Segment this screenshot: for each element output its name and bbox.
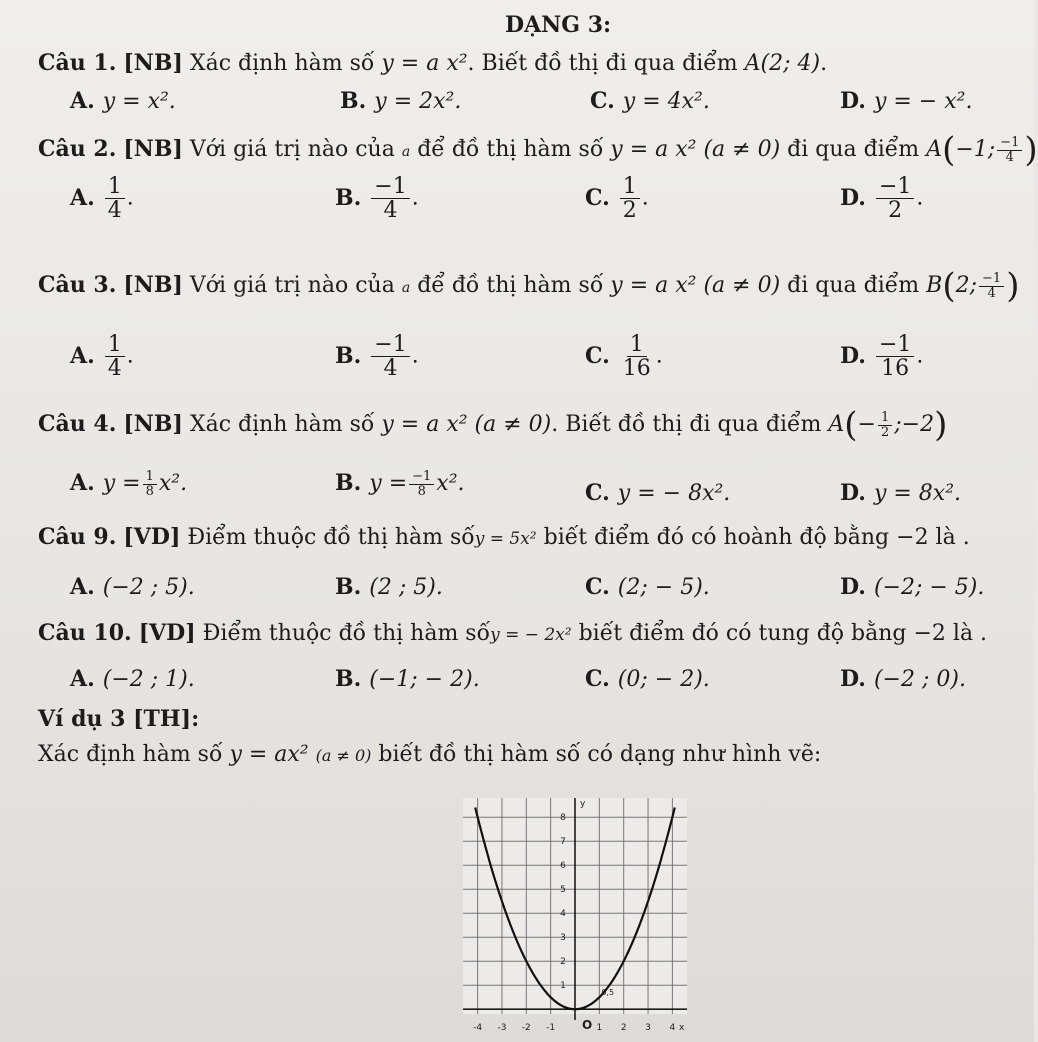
option-b[interactable] (335, 574, 443, 600)
option-letter: B. (335, 666, 362, 692)
param-a: a (401, 280, 411, 296)
option-letter: D. (840, 666, 866, 692)
question-tag: [VD] (138, 620, 196, 646)
function-formula: y = a x² (a ≠ 0) (610, 273, 781, 298)
option-fraction: $\frac{-1}{4}$ (371, 175, 409, 222)
option-letter: A. (70, 574, 95, 600)
option-letter: C. (585, 342, 610, 369)
y-tick-label: 7 (560, 837, 566, 848)
option-fraction: $\frac{1}{4}$ (105, 175, 125, 222)
option-d[interactable] (840, 480, 961, 506)
page-title: DẠNG 3: (505, 12, 612, 38)
question-text: biết đồ thị hàm số có dạng như hình vẽ: (378, 742, 822, 767)
option-value: y = (369, 471, 408, 497)
example-label: Ví dụ 3 [TH]: (38, 706, 200, 732)
option-value: (0; − 2). (617, 667, 710, 692)
option-value: (−2 ; 0). (873, 667, 966, 692)
option-c[interactable]: C. $\frac{1}{2}$ . (585, 174, 649, 224)
point-y: ;−2 (894, 412, 935, 437)
function-formula: y = − 2x² (490, 625, 572, 645)
x-axis-label: x (679, 1023, 685, 1033)
option-fraction: $\frac{-1}{4}$ (371, 333, 409, 380)
function-formula: y = a x² (381, 51, 468, 76)
option-d[interactable] (840, 666, 966, 692)
option-letter: A. (70, 470, 95, 497)
option-a[interactable] (70, 666, 195, 692)
option-letter: D. (840, 342, 866, 369)
param-a: a (401, 144, 411, 160)
question-text: Với giá trị nào của (189, 137, 395, 162)
option-letter: C. (590, 88, 615, 114)
option-letter: A. (70, 88, 95, 114)
option-a[interactable] (70, 574, 195, 600)
option-value: (−2 ; 1). (102, 667, 195, 692)
question-tag: [NB] (123, 136, 183, 162)
option-d[interactable]: D. $\frac{-1}{2}$ . (840, 174, 924, 224)
option-b[interactable] (335, 666, 480, 692)
question-label: Câu 3. (38, 272, 117, 298)
option-fraction: $\frac{1}{16}$ (622, 332, 651, 382)
parabola-graph (455, 790, 695, 1033)
option-value: (−1; − 2). (369, 667, 480, 692)
x-tick-label: 1 (596, 1023, 603, 1033)
question-1 (38, 50, 827, 76)
x-tick-label: -3 (497, 1023, 507, 1033)
option-c[interactable]: C. $\frac{1}{16}$ . (585, 332, 663, 382)
y-tick-label: 1 (560, 981, 566, 992)
option-fraction: $\frac{1}{8}$ (143, 470, 157, 498)
option-letter: B. (335, 574, 362, 600)
option-a[interactable]: A. $\frac{1}{4}$ . (70, 174, 134, 224)
option-letter: D. (840, 184, 866, 211)
option-letter: C. (585, 184, 610, 211)
y-tick-label: 8 (560, 813, 566, 824)
option-d[interactable] (840, 574, 984, 600)
y-tick-label: 4 (560, 909, 566, 920)
option-letter: D. (840, 480, 866, 506)
option-b[interactable] (335, 470, 465, 498)
option-fraction: $\frac{-1}{2}$ (876, 175, 914, 222)
option-value: y = 8x². (873, 481, 962, 506)
option-value: (2 ; 5). (369, 575, 443, 600)
option-value: y = (102, 471, 141, 497)
point-name: A (828, 412, 845, 437)
option-value: (2; − 5). (617, 575, 710, 600)
option-fraction: $\frac{-1}{16}$ (876, 333, 914, 380)
option-value: y = 2x². (374, 89, 462, 114)
question-tag: [NB] (123, 50, 183, 76)
point-name: B (926, 273, 943, 298)
option-letter: B. (340, 88, 367, 114)
option-c[interactable] (585, 480, 730, 506)
punctuation: . (820, 51, 828, 76)
x-tick-label: -2 (521, 1023, 531, 1033)
option-fraction: $\frac{1}{2}$ (620, 175, 640, 222)
question-text: để đồ thị hàm số (417, 137, 604, 162)
option-letter: D. (840, 574, 866, 600)
option-c[interactable] (585, 666, 710, 692)
question-text: Xác định hàm số (38, 742, 223, 767)
annotation-label: 0,5 (601, 988, 615, 998)
question-text: biết điểm đó có hoành độ bằng −2 là . (543, 525, 970, 550)
question-tag: [NB] (123, 411, 183, 437)
x-tick-label: 3 (645, 1023, 651, 1033)
option-fraction: $\frac{-1}{8}$ (409, 470, 434, 498)
option-d[interactable]: D. $\frac{-1}{16}$ . (840, 332, 924, 382)
option-letter: B. (335, 184, 362, 211)
question-label: Câu 2. (38, 136, 117, 162)
option-letter: A. (70, 184, 95, 211)
question-text: Xác định hàm số (189, 412, 375, 437)
option-letter: A. (70, 342, 95, 369)
x-tick-label: 4 (669, 1023, 676, 1033)
point-x: −1; (955, 137, 996, 162)
question-text: Điểm thuộc đồ thị hàm số (202, 621, 491, 646)
x-tick-label: 2 (620, 1023, 627, 1033)
point-name: A (926, 137, 943, 162)
y-tick-label: 2 (560, 957, 566, 968)
question-tag: [NB] (123, 272, 183, 298)
y-tick-label: 5 (560, 885, 566, 896)
option-value: (−2 ; 5). (102, 575, 195, 600)
option-letter: C. (585, 480, 610, 506)
option-b[interactable] (340, 88, 461, 114)
x-tick-label: -1 (546, 1023, 556, 1033)
question-text: biết điểm đó có tung độ bằng −2 là . (578, 621, 988, 646)
option-c[interactable] (590, 88, 710, 114)
option-a[interactable] (70, 470, 187, 498)
y-tick-label: 3 (560, 933, 566, 944)
option-c[interactable] (585, 574, 710, 600)
question-2: Câu 2. [NB] Với giá trị nào của a để đồ thị hàm số y = a x² (a ≠ 0) đi qua điểm A(−1; $\frac{-1}{4}$ ) (38, 130, 1038, 170)
question-label: Câu 4. (38, 411, 117, 437)
point-x: 2; (955, 273, 978, 298)
question-label: Câu 10. (38, 620, 132, 646)
question-text: đi qua điểm (787, 273, 920, 298)
option-letter: B. (335, 470, 362, 497)
x-tick-label: -4 (473, 1023, 483, 1033)
question-tag: [VD] (123, 524, 181, 550)
option-a[interactable] (70, 88, 176, 114)
point-y-fraction: $\frac{-1}{4}$ (997, 136, 1022, 164)
question-text: Điểm thuộc đồ thị hàm số (187, 525, 475, 550)
option-value: y = 4x². (622, 89, 710, 114)
y-tick-label: 6 (560, 861, 566, 872)
question-4: Câu 4. [NB] Xác định hàm số y = a x² (a ≠ 0). Biết đồ thị đi qua điểm A(− $\frac{1}{2}$ ;−2) (38, 405, 948, 445)
question-text: Với giá trị nào của (189, 273, 395, 298)
option-b[interactable]: B. $\frac{-1}{4}$ . (335, 332, 419, 382)
question-9 (38, 524, 970, 550)
option-b[interactable]: B. $\frac{-1}{4}$ . (335, 174, 419, 224)
question-text: . Biết đồ thị đi qua điểm (467, 51, 738, 76)
example-text (38, 742, 821, 767)
question-10 (38, 620, 987, 646)
point-sign: − (857, 412, 876, 437)
option-letter: B. (335, 342, 362, 369)
option-letter: C. (585, 666, 610, 692)
origin-label: O (582, 1018, 593, 1032)
condition: (a ≠ 0) (315, 746, 372, 765)
option-value: y = x². (102, 89, 176, 114)
function-formula: y = 5x² (474, 529, 537, 549)
point-x-fraction: $\frac{1}{2}$ (878, 411, 892, 439)
option-d[interactable] (840, 88, 972, 114)
option-value: y = − 8x². (617, 481, 731, 506)
question-text: để đồ thị hàm số (417, 273, 604, 298)
question-label: Câu 9. (38, 524, 117, 550)
function-formula: y = a x² (a ≠ 0) (610, 137, 781, 162)
function-formula: y = a x² (a ≠ 0) (381, 412, 552, 437)
point-y-fraction: $\frac{-1}{4}$ (979, 272, 1004, 300)
y-axis-label: y (580, 799, 586, 809)
option-letter: D. (840, 88, 866, 114)
option-letter: C. (585, 574, 610, 600)
point-label: A(2; 4) (744, 51, 821, 76)
option-a[interactable]: A. $\frac{1}{4}$ . (70, 332, 134, 382)
option-value: y = − x². (873, 89, 973, 114)
question-text: . Biết đồ thị đi qua điểm (551, 412, 822, 437)
question-text: đi qua điểm (787, 137, 920, 162)
option-value: x². (436, 471, 465, 497)
question-label: Câu 1. (38, 50, 117, 76)
option-fraction: $\frac{1}{4}$ (105, 333, 125, 380)
option-value: (−2; − 5). (873, 575, 985, 600)
question-3: Câu 3. [NB] Với giá trị nào của a để đồ thị hàm số y = a x² (a ≠ 0) đi qua điểm B(2; $\frac{-1}{4}$ ) (38, 266, 1020, 306)
question-text: Xác định hàm số (189, 51, 375, 76)
function-formula: y = ax² (229, 742, 309, 767)
option-value: x². (158, 471, 188, 497)
option-letter: A. (70, 666, 95, 692)
